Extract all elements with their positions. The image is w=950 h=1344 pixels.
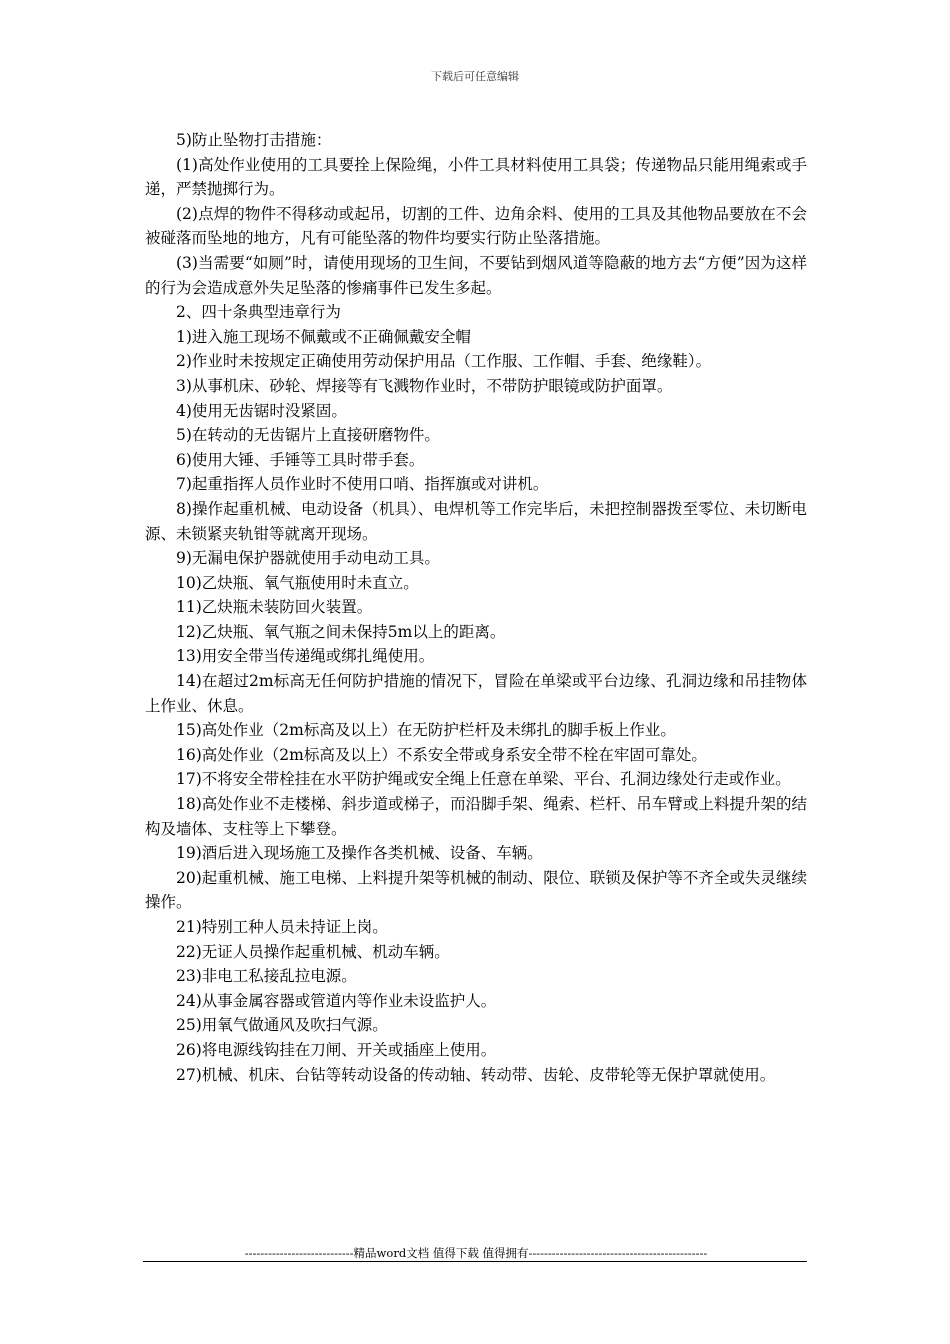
paragraph: 21)特别工种人员未持证上岗。 xyxy=(176,918,388,936)
document-body xyxy=(145,128,807,1087)
paragraph: 24)从事金属容器或管道内等作业未设监护人。 xyxy=(176,991,497,1010)
paragraph: 20)起重机械、施工电梯、上料提升架等机械的制动、限位、联锁及保护等不齐全或失灵继续操作。 xyxy=(145,868,807,912)
paragraph: 23)非电工私接乱拉电源。 xyxy=(176,967,357,986)
paragraph: 27)机械、机床、台钻等转动设备的传动轴、转动带、齿轮、皮带轮等无保护罩就使用。 xyxy=(176,1065,776,1084)
paragraph: 19)酒后进入现场施工及操作各类机械、设备、车辆。 xyxy=(176,844,543,863)
paragraph: 25)用氧气做通风及吹扫气源。 xyxy=(176,1016,388,1035)
paragraph: 2)作业时未按规定正确使用劳动保护用品（工作服、工作帽、手套、绝缘鞋）。 xyxy=(176,352,712,371)
paragraph: 22)无证人员操作起重机械、机动车辆。 xyxy=(176,942,450,961)
paragraph: 9)无漏电保护器就使用手动电动工具。 xyxy=(176,549,440,568)
paragraph: 10)乙炔瓶、氧气瓶使用时未直立。 xyxy=(176,573,419,592)
paragraph: (3)当需要“如厕”时，请使用现场的卫生间，不要钻到烟风道等隐蔽的地方去“方便”因为这样的行为会造成意外失足坠落的惨痛事件已发生多起。 xyxy=(145,253,807,297)
paragraph: 15)高处作业（2m标高及以上）在无防护栏杆及未绑扎的脚手板上作业。 xyxy=(176,721,676,740)
paragraph: 6)使用大锤、手锤等工具时带手套。 xyxy=(176,450,425,469)
paragraph: 7)起重指挥人员作业时不使用口哨、指挥旗或对讲机。 xyxy=(176,475,549,494)
page-footer: ----------------------------精品word文档 值得下载 值得拥有---------------------------------------------- xyxy=(244,1246,708,1260)
paragraph: 1)进入施工现场不佩戴或不正确佩戴安全帽 xyxy=(176,327,471,346)
paragraph: 4)使用无齿锯时没紧固。 xyxy=(176,401,347,420)
paragraph: 14)在超过2m标高无任何防护措施的情况下，冒险在单梁或平台边缘、孔洞边缘和吊挂物体上作业、休息。 xyxy=(145,672,807,715)
paragraph: 3)从事机床、砂轮、焊接等有飞溅物作业时，不带防护眼镜或防护面罩。 xyxy=(176,376,673,395)
paragraph: (2)点焊的物件不得移动或起吊，切割的工件、边角余料、使用的工具及其他物品要放在不会被碰落而坠地的地方，凡有可能坠落的物件均要实行防止坠落措施。 xyxy=(145,204,807,248)
paragraph: 26)将电源线钩挂在刀闸、开关或插座上使用。 xyxy=(176,1040,497,1059)
paragraph: 13)用安全带当传递绳或绑扎绳使用。 xyxy=(176,647,435,666)
paragraph: 11)乙炔瓶未装防回火装置。 xyxy=(176,598,373,617)
footer-divider xyxy=(143,1261,807,1262)
paragraph: 2、四十条典型违章行为 xyxy=(176,303,341,322)
paragraph: 8)操作起重机械、电动设备（机具）、电焊机等工作完毕后，未把控制器拨至零位、未切断电源、未锁紧夹轨钳等就离开现场。 xyxy=(145,499,807,543)
paragraph: 12)乙炔瓶、氧气瓶之间未保持5m以上的距离。 xyxy=(176,622,506,641)
paragraph: 5)防止坠物打击措施： xyxy=(176,131,332,149)
paragraph: 16)高处作业（2m标高及以上）不系安全带或身系安全带不栓在牢固可靠处。 xyxy=(176,745,707,764)
page-header: 下载后可任意编辑 xyxy=(431,70,519,83)
paragraph: 5)在转动的无齿锯片上直接研磨物件。 xyxy=(176,426,440,445)
paragraph: 18)高处作业不走楼梯、斜步道或梯子，而沿脚手架、绳索、栏杆、吊车臂或上料提升架的结构及墙体、支柱等上下攀登。 xyxy=(145,795,807,838)
paragraph: 17)不将安全带栓挂在水平防护绳或安全绳上任意在单梁、平台、孔洞边缘处行走或作业。 xyxy=(176,770,791,789)
paragraph: (1)高处作业使用的工具要拴上保险绳，小件工具材料使用工具袋；传递物品只能用绳索或手递，严禁抛掷行为。 xyxy=(145,155,807,199)
